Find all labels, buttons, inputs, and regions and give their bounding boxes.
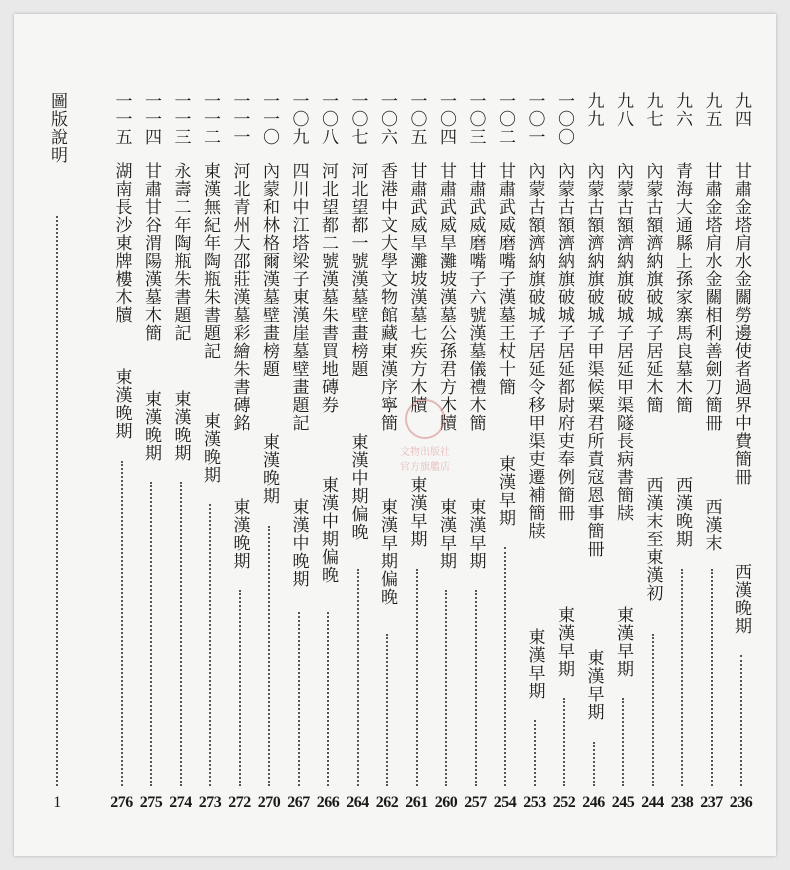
toc-entry[interactable] — [490, 92, 520, 812]
entry-number: 一一一 — [229, 92, 250, 146]
entry-number: 九七 — [642, 92, 663, 128]
entry-number: 九八 — [613, 92, 633, 128]
entry-number: 九九 — [583, 92, 604, 128]
entry-period: 東漢晚期 — [229, 498, 250, 570]
entry-page-number: 272 — [228, 794, 251, 811]
leader-dots — [711, 569, 713, 786]
entry-page-number: 252 — [552, 794, 576, 811]
leader-dots — [475, 590, 477, 786]
entry-number: 一一二 — [200, 92, 220, 146]
publisher-watermark — [370, 399, 480, 479]
entry-title: 內蒙古額濟納旗破城子甲渠候粟君所責寇恩事簡冊 — [583, 162, 604, 558]
leader-dots — [180, 482, 182, 786]
entry-page-number: 264 — [346, 794, 369, 811]
leader-dots — [652, 634, 654, 786]
intro-page-number: 1 — [53, 794, 61, 811]
entry-page-number: 274 — [169, 794, 192, 811]
leader-dots — [563, 698, 565, 786]
toc-entry[interactable] — [225, 92, 255, 812]
toc-entry[interactable] — [549, 92, 579, 812]
watermark-line-2: 官方旗艦店 — [400, 462, 450, 473]
toc-entry[interactable] — [667, 92, 697, 812]
entry-title: 永壽二年陶瓶朱書題記 — [170, 162, 191, 342]
seal-icon — [405, 399, 445, 439]
toc-entry[interactable] — [107, 92, 137, 812]
toc-entry[interactable] — [579, 92, 609, 812]
entry-period: 西漢晚期 — [731, 562, 751, 635]
entry-number: 一〇〇 — [554, 92, 574, 146]
entry-title: 甘肅武威磨嘴子六號漢墓儀禮木簡 — [465, 162, 486, 432]
leader-dots — [445, 590, 447, 786]
entry-period: 東漢中期偏晚 — [347, 433, 368, 542]
entry-number: 一一五 — [111, 92, 132, 146]
leader-dots — [386, 634, 388, 786]
entry-period: 西漢末 — [701, 498, 722, 552]
leader-dots — [239, 590, 241, 786]
entry-title: 河北青州大邵莊漢墓彩繪朱書磚銘 — [229, 162, 250, 432]
leader-dots — [56, 216, 58, 786]
entry-period: 東漢晚期 — [141, 390, 161, 462]
entry-title: 四川中江塔梁子東漢崖墓壁畫題記 — [288, 162, 309, 432]
leader-dots — [209, 504, 211, 786]
leader-dots — [681, 569, 683, 786]
entry-period: 東漢中期偏晚 — [318, 476, 338, 585]
entry-title: 甘肅武威磨嘴子漢墓王杖十簡 — [495, 162, 515, 396]
watermark-line-1: 文物出版社 — [400, 447, 450, 458]
entry-page-number: 237 — [700, 794, 723, 811]
entry-page-number: 238 — [670, 794, 694, 811]
entry-number: 一〇七 — [347, 92, 368, 146]
leader-dots — [504, 547, 506, 786]
entry-title: 甘肅武威旱灘坡漢墓七疾方木牘 — [406, 162, 427, 414]
entry-number: 一〇五 — [406, 92, 427, 146]
toc-entry[interactable] — [608, 92, 638, 812]
entry-page-number: 257 — [464, 794, 487, 811]
toc-entry[interactable] — [166, 92, 196, 812]
entry-title: 內蒙和林格爾漢墓壁畫榜題 — [259, 162, 279, 378]
entry-page-number: 262 — [375, 794, 399, 811]
entry-period: 東漢早期 — [465, 498, 486, 570]
entry-number: 一〇九 — [288, 92, 309, 146]
leader-dots — [298, 612, 300, 786]
leader-dots — [622, 698, 624, 786]
entry-period: 東漢早期偏晚 — [377, 498, 397, 606]
entry-page-number: 245 — [611, 794, 635, 811]
entry-number: 一〇八 — [318, 92, 338, 146]
entry-period: 西漢晚期 — [672, 476, 692, 549]
entry-title: 內蒙古額濟納旗破城子居延都尉府吏奉例簡冊 — [554, 162, 574, 522]
entry-page-number: 273 — [198, 794, 222, 811]
entry-page-number: 254 — [493, 794, 517, 811]
entry-title: 河北望都一號漢墓壁畫榜題 — [347, 162, 368, 378]
entry-page-number: 236 — [729, 794, 753, 811]
entry-period: 東漢早期 — [406, 476, 427, 549]
table-of-contents-page — [14, 14, 776, 856]
entry-number: 一〇二 — [495, 92, 515, 146]
entry-title: 青海大通縣上孫家寨馬良墓木簡 — [672, 162, 692, 414]
entry-period: 東漢晚期 — [200, 411, 220, 484]
entry-period: 東漢早期 — [583, 649, 604, 722]
leader-dots — [593, 742, 595, 786]
entry-number: 一一四 — [141, 92, 161, 146]
toc-entry[interactable] — [254, 92, 284, 812]
entry-number: 九四 — [731, 92, 751, 128]
leader-dots — [268, 526, 270, 786]
entry-title: 河北望都二號漢墓朱書買地磚券 — [318, 162, 338, 414]
entry-title: 香港中文大學文物館藏東漢序寧簡 — [377, 162, 397, 432]
toc-entry[interactable] — [343, 92, 373, 812]
entry-number: 九五 — [701, 92, 722, 128]
entry-page-number: 276 — [110, 794, 133, 811]
toc-entry[interactable] — [136, 92, 166, 812]
entry-period: 東漢早期 — [495, 454, 515, 527]
entry-number: 一〇一 — [524, 92, 545, 146]
toc-entry[interactable] — [697, 92, 727, 812]
entry-number: 一一三 — [170, 92, 191, 146]
entry-number: 一〇四 — [436, 92, 456, 146]
leader-dots — [327, 612, 329, 786]
entry-period: 東漢中晚期 — [288, 498, 309, 588]
entry-page-number: 246 — [582, 794, 605, 811]
entry-title: 東漢無紀年陶瓶朱書題記 — [200, 162, 220, 360]
entry-page-number: 261 — [405, 794, 428, 811]
entry-number: 一〇六 — [377, 92, 397, 146]
entry-period: 東漢早期 — [524, 627, 545, 700]
entry-period: 西漢末至東漢初 — [642, 476, 663, 603]
entry-number: 一一〇 — [259, 92, 279, 146]
entry-number: 九六 — [672, 92, 692, 128]
entry-page-number: 275 — [139, 794, 163, 811]
entry-title: 甘肅甘谷渭陽漢墓木簡 — [141, 162, 161, 342]
entry-period: 東漢早期 — [436, 498, 456, 570]
toc-entry[interactable] — [520, 92, 550, 812]
toc-entry[interactable] — [284, 92, 314, 812]
entry-title: 內蒙古額濟納旗破城子居延木簡 — [642, 162, 663, 414]
toc-entry[interactable] — [313, 92, 343, 812]
leader-dots — [150, 482, 152, 786]
leader-dots — [121, 461, 123, 786]
entry-number: 一〇三 — [465, 92, 486, 146]
entry-page-number: 270 — [257, 794, 281, 811]
entry-title: 甘肅金塔肩水金關相利善劍刀簡冊 — [701, 162, 722, 432]
entry-period: 東漢早期 — [613, 606, 633, 678]
entry-page-number: 260 — [434, 794, 458, 811]
entry-page-number: 253 — [523, 794, 546, 811]
leader-dots — [416, 569, 418, 786]
entry-title: 內蒙古額濟納旗破城子居延令移甲渠吏遷補簡牍 — [524, 162, 545, 540]
entry-title: 甘肅武威旱灘坡漢墓公孫君方木牘 — [436, 162, 456, 432]
entry-page-number: 267 — [287, 794, 310, 811]
entry-page-number: 244 — [641, 794, 664, 811]
leader-dots — [357, 569, 359, 786]
entry-page-number: 266 — [316, 794, 340, 811]
entry-title: 湖南長沙東牌樓木牘 — [111, 162, 132, 324]
entry-period: 東漢晚期 — [170, 390, 191, 462]
leader-dots — [740, 655, 742, 786]
intro-title: 圖版說明 — [47, 92, 67, 164]
entry-period: 東漢晚期 — [259, 433, 279, 506]
entry-period: 東漢晚期 — [111, 368, 132, 441]
leader-dots — [534, 720, 536, 786]
entry-title: 內蒙古額濟納旗破城子居延甲渠隧長病書簡牍 — [613, 162, 633, 522]
toc-entry[interactable] — [726, 92, 756, 812]
entry-period: 東漢早期 — [554, 606, 574, 678]
entry-title: 甘肅金塔肩水金關勞邊使者過界中費簡冊 — [731, 162, 751, 486]
toc-entry[interactable] — [195, 92, 225, 812]
toc-entry[interactable] — [638, 92, 668, 812]
intro-column — [42, 92, 72, 812]
